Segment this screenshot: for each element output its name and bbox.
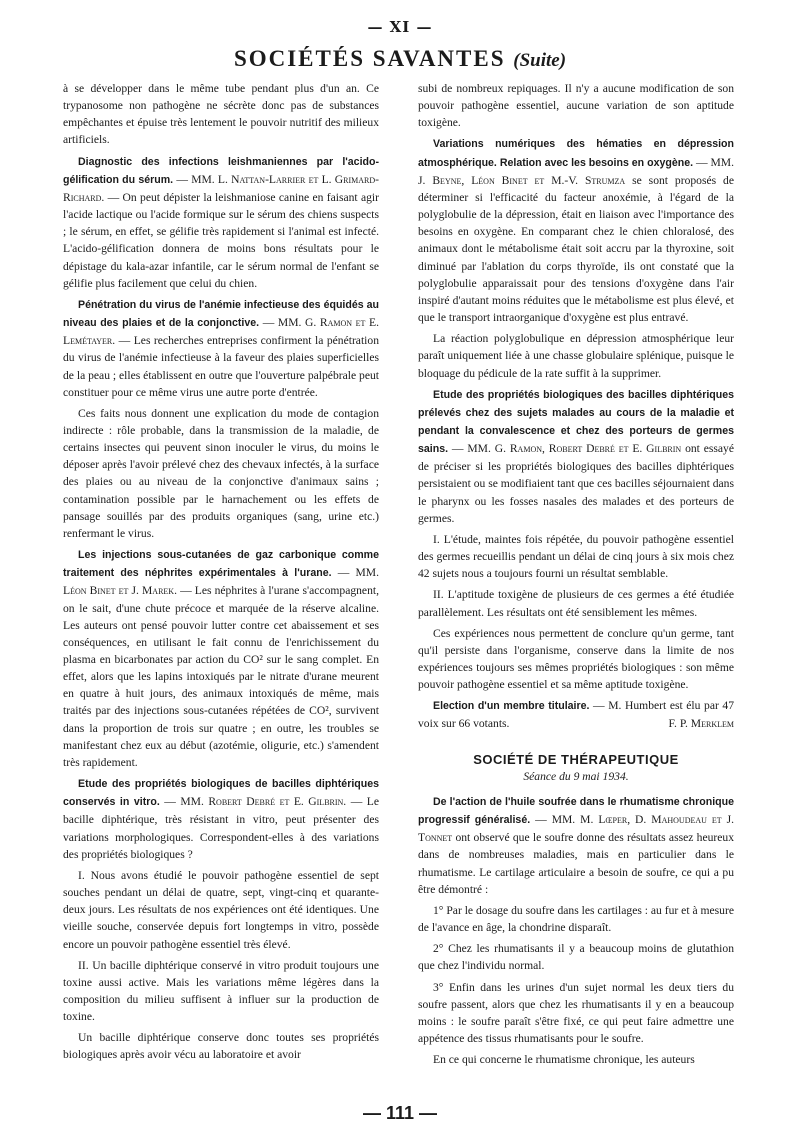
article-text: — On peut dépister la leishmaniose canine en faisant agir l'acide lactique ou l'acide formique sur le sérum des chiens suspects ; le sérum, en effet, se gélifie très rapidement si l'animal est infecté. L'acido-gélification donnera de moins bons résultats pour le dépistage du kala-azar infantile, car le sérum normal de l'enfant se gélifie plus facilement que celui du chien. (63, 190, 379, 290)
right-column (418, 80, 734, 1072)
page-roman-numeral: — XI — (367, 18, 433, 36)
article-text: ont observé que le soufre donne des résultats assez heureux dans de nombreuses maladies, mais en particulier dans le rhumatisme. Le cartilage articulaire a besoin de soufre, ce qui a pu être démontré : (418, 831, 734, 896)
article-huile-soufree (418, 793, 734, 898)
paragraph: Un bacille diphtérique conserve donc toutes ses propriétés biologiques après avoir vécu au laboratoire et avoir (63, 1031, 379, 1062)
paragraph: à se développer dans le même tube pendant plus d'un an. Ce trypanosome non pathogène ne sécrète donc pas de substances empêchantes et épuise très lentement le pouvoir nutritif des milieux artificiels. (63, 82, 379, 147)
report-signature: F. P. Merklem (668, 717, 734, 731)
paragraph: En ce qui concerne le rhumatisme chronique, les auteurs (433, 1053, 695, 1067)
section-title (0, 46, 800, 72)
article-authors: — MM. Léon Binet et J. Marek. (63, 566, 380, 598)
paragraph: subi de nombreux repiquages. Il n'y a aucune modification de son pouvoir pathogène essentiel, aucune variation de son aptitude toxigène. (418, 82, 734, 130)
society-heading: SOCIÉTÉ DE THÉRAPEUTIQUE (473, 751, 679, 767)
article-bacilles-in-vitro (63, 775, 379, 863)
session-date: Séance du 9 mai 1934. (523, 769, 629, 783)
article-text: — M. Humbert est élu par 47 voix sur 66 votants. (418, 699, 735, 731)
article-authors: — MM. L. Nattan-Larrier et L. Grimard-Richard. (63, 172, 380, 204)
article-gaz-carbonique (63, 546, 379, 771)
article-authors: — MM. J. Beyne, Léon Binet et M.-V. Strumza (418, 155, 734, 187)
paragraph: I. Nous avons étudié le pouvoir pathogène essentiel de sept souches pendant un délai de quatre, sept, vingt-cinq et quarante-deux jours. Les résultats de nos expériences ont été identiques. Une vieille souche, conservée depuis fort longtemps in vitro, possède encore un pouvoir pathogène essentiel très élevé. (63, 868, 379, 951)
article-text: — Les néphrites à l'urane s'accompagnent, on le sait, d'une chute précoce et marquée de la réserve alcaline. Les auteurs ont pensé pouvoir lutter contre cet abaissement et ses conséquences, en utilisant le fait connu de l'enrichissement du plasma en bicarbonates par action du CO² sur le sang complet. En effet, alors que les lapins intoxiqués par le nitrate d'urane meurent en quatre à huit jours, des animaux intoxiqués de même, mais traités par des injections sous-cutanées répétées de CO², survivent dans la proportion de trois sur quatre ; en outre, les troubles se manifestant chez eux au début (azotémie, oligurie, etc.) s'amendent très rapidement. (63, 584, 379, 769)
article-authors: — MM. G. Ramon, Robert Debré et E. Gilbrin (451, 442, 682, 456)
article-authors: — MM. G. Ramon et E. Lemétayer. (63, 316, 379, 348)
paragraph: I. L'étude, maintes fois répétée, du pouvoir pathogène essentiel des germes recueillis pendant un délai de cinq jours à six mois chez 42 sujets nous a toujours fourni un résultat semblable. (418, 532, 734, 581)
article-title: Diagnostic des infections leishmaniennes par l'acido-gélification du sérum. (63, 155, 379, 186)
article-text: — Les recherches entreprises confirment la pénétration du virus de l'anémie infectieuse à la faveur des plaies superficielles de la peau ; elles établissent en outre que l'ouverture palpébrale peut constituer pour ce même virus une autre porte d'entrée. (63, 334, 379, 399)
article-text: — Le bacille diphtérique, très résistant in vitro, peut présenter des variations morphologiques. Correspondent-elles à des variations des propriétés biologiques ? (63, 795, 379, 861)
section-title-text: SOCIÉTÉS SAVANTES (233, 46, 506, 71)
paragraph: II. L'aptitude toxigène de plusieurs de ces germes a été étudiée parallèlement. Les résultats ont été sensiblement les mêmes. (418, 588, 734, 619)
section-title-suite: (Suite) (513, 50, 567, 71)
article-text: ont essayé de préciser si les propriétés biologiques des bacilles diphtériques persistaient ou se modifiaient tant que ces bacilles séjournaient dans le pharynx ou les fosses nasales des malades et des porteurs de germes. (418, 442, 734, 525)
article-diagnostic-leishmaniose (63, 153, 379, 292)
paragraph: Ces expériences nous permettent de conclure qu'un germe, tant qu'il persiste dans l'organisme, conserve dans la limite de nos expériences toujours ses mêmes propriétés biologiques : son même pouvoir pathogène essentiel et sa même aptitude toxigène. (418, 626, 734, 692)
article-title: Election d'un membre titulaire. (433, 700, 590, 713)
article-authors: — MM. M. Lœper, D. Mahoudeau et J. Tonnet (418, 813, 735, 845)
article-authors: — MM. Robert Debré et E. Gilbrin. (164, 795, 347, 809)
list-item: 3° Enfin dans les urines d'un sujet normal les deux tiers du soufre passent, alors que chez les rhumatisants il y en a beaucoup moins : le soufre paraît s'être fixé, ce qui peut faire admettre une appétence des tissus rhumatisants pour le soufre. (418, 980, 734, 1045)
page-number: — 111 — (362, 1103, 438, 1123)
paragraph: La réaction polyglobulique en dépression atmosphérique leur paraît uniquement liée à une chasse globulaire splénique, puisque le bloquage du pédicule de la rate suffit à la supprimer. (418, 332, 734, 380)
paragraph: II. Un bacille diphtérique conservé in vitro produit toujours une toxine aussi active. Mais les variations même légères dans la composition du milieu suffisent à influer sur la production de toxine. (63, 958, 379, 1024)
article-bacilles-malades (418, 386, 734, 527)
article-election (418, 697, 734, 732)
paragraph: Ces faits nous donnent une explication du mode de contagion indirecte : rôle probable, dans la transmission de la maladie, de certains insectes qui peuvent sinon inoculer le virus, du moins le déposer après l'avoir prélevé chez des chevaux infectés, à la surface des plaies ou au niveau de la conjonctive d'animaux sains ; contamination possible par le harnachement ou les effets de pansage souillés par des produits organiques (sang, urine etc.) renfermant le virus. (63, 406, 379, 540)
list-item: 1° Par le dosage du soufre dans les cartilages : au fur et à mesure de l'avance en âge, la chondrine disparaît. (418, 903, 734, 935)
article-title: Etude des propriétés biologiques de bacilles diphtériques conservés in vitro. (63, 778, 379, 809)
article-hematies-depression (418, 135, 734, 326)
article-text: se sont proposés de déterminer si l'efficacité du facteur anoxémie, à l'égard de la polyglobulie de la dépression, était en liaison avec l'importance des besoins en oxygène. En comparant chez le chien chloralosé, des animaux dont le métabolisme était soit accru par la thyroxine, soit diminué par l'ablation du corps thyroïde, ils ont constaté que la polyglobulie apparaissait pour des tensions d'oxygène dans l'air inspiré d'autant moins réduites que le métabolisme est plus élevé, et que le transport intraorganique d'oxygène est plus entravé. (418, 173, 735, 325)
article-title: Variations numériques des hématies en dépression atmosphérique. Relation avec les besoins en oxygène. (418, 138, 734, 169)
article-title: Etude des propriétés biologiques des bacilles diphtériques prélevés chez des sujets malades au cours de la maladie et pendant la convalescence et chez des porteurs de germes sains. (418, 388, 734, 456)
article-anemie-infectieuse (63, 296, 379, 401)
article-title: De l'action de l'huile soufrée dans le rhumatisme chronique progressif généralisé. (418, 795, 734, 827)
list-item: 2° Chez les rhumatisants il y a beaucoup moins de glutathion que chez l'individu normal. (418, 942, 734, 973)
article-title: Pénétration du virus de l'anémie infectieuse des équidés au niveau des plaies et de la conjonctive. (63, 298, 379, 330)
article-title: Les injections sous-cutanées de gaz carbonique comme traitement des néphrites expérimentales à l'urane. (63, 549, 379, 580)
left-column (63, 80, 379, 1068)
